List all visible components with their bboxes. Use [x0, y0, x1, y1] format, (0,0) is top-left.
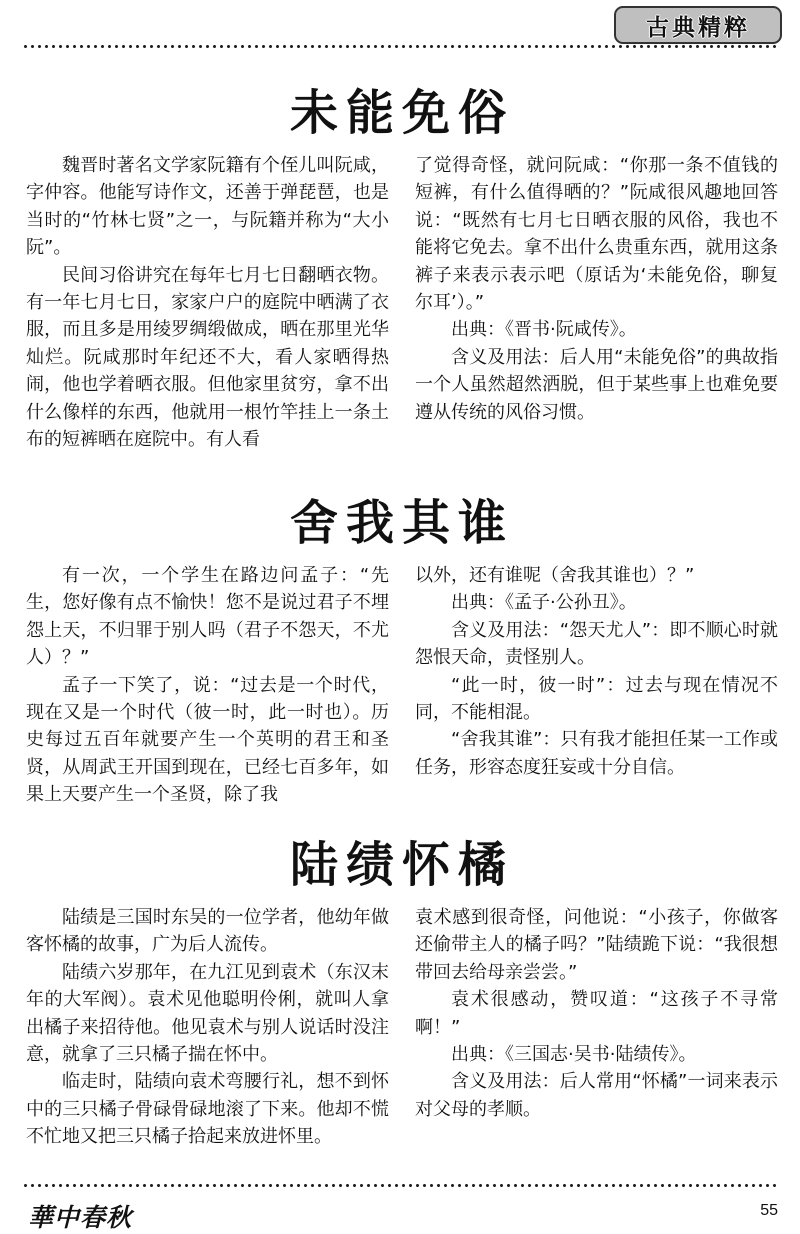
right-column [415, 152, 778, 453]
story-columns [26, 562, 778, 809]
usage-note: 含义及用法：“怨天尤人”：即不顺心时就怨恨天命，责怪别人。 [415, 619, 778, 669]
section-badge [614, 6, 782, 44]
paragraph: 袁术感到很奇怪，问他说：“小孩子，你做客还偷带主人的橘子吗？”陆绩跪下说：“我很想带回去给母亲尝尝。” [415, 907, 778, 983]
paragraph: 陆绩是三国时东吴的一位学者，他幼年做客怀橘的故事，广为后人流传。 [26, 907, 389, 956]
story-title: 陆绩怀橘 [289, 837, 514, 893]
paragraph: 了觉得奇怪，就问阮咸：“你那一条不值钱的短裤，有什么值得晒的？”阮咸很风趣地回答说：“既然有七月七日晒衣服的风俗，我也不能将它免去。拿不出什么贵重东西，就用这条裤子来表示表示吧（原话为‘未能免俗，聊复尔耳’）。” [415, 155, 778, 314]
bottom-dotted-rule [22, 1183, 780, 1188]
usage-note: “舍我其谁”：只有我才能担任某一工作或任务，形容态度狂妄或十分自信。 [415, 729, 778, 778]
paragraph: 孟子一下笑了，说：“过去是一个时代，现在又是一个时代（彼一时，此一时也）。历史每过五百年就要产生一个英明的君王和圣贤，从周武王开国到现在，已经七百多年，如果上天要产生一个圣贤，除了我 [26, 674, 389, 806]
story-columns [26, 904, 778, 1151]
story-wei-neng-mian-su [26, 78, 778, 453]
left-column [26, 904, 389, 1151]
usage-note: 含义及用法：后人常用“怀橘”一词来表示对父母的孝顺。 [415, 1071, 778, 1120]
right-column [415, 904, 778, 1151]
usage-note: 含义及用法：后人用“未能免俗”的典故指一个人虽然超然洒脱，但于某些事上也难免要遵从传统的风俗习惯。 [415, 346, 778, 423]
usage-note: “此一时，彼一时”：过去与现在情况不同，不能相混。 [415, 674, 778, 724]
right-column [415, 562, 778, 809]
paragraph: 魏晋时著名文学家阮籍有个侄儿叫阮咸，字仲容。他能写诗作文，还善于弹琵琶，也是当时的“竹林七贤”之一，与阮籍并称为“大小阮”。 [26, 155, 389, 259]
left-column [26, 562, 389, 809]
page-number: 55 [760, 1202, 778, 1219]
top-dotted-rule [22, 44, 780, 49]
paragraph: 民间习俗讲究在每年七月七日翻晒衣物。有一年七月七日，家家户户的庭院中晒满了衣服，而且多是用绫罗绸缎做成，晒在那里光华灿烂。阮咸那时年纪还不大，看人家晒得热闹，他也学着晒衣服。但他家里贫穷，拿不出什么像样的东西，他就用一根竹竿挂上一条土布的短裤晒在庭院中。有人看 [26, 264, 389, 451]
story-lu-ji-huai-ju [26, 830, 778, 1151]
paragraph: 临走时，陆绩向袁术弯腰行礼，想不到怀中的三只橘子骨碌骨碌地滚了下来。他却不慌不忙地又把三只橘子拾起来放进怀里。 [26, 1071, 389, 1148]
section-label: 古典精粹 [646, 14, 750, 41]
paragraph: 有一次，一个学生在路边问孟子：“先生，您好像有点不愉快！您不是说过君子不埋怨上天，不归罪于别人吗（君子不怨天，不尤人）？” [26, 565, 389, 669]
paragraph: 以外，还有谁呢（舍我其谁也）？” [415, 565, 695, 586]
story-columns [26, 152, 778, 453]
paragraph: 陆绩六岁那年，在九江见到袁术（东汉末年的大军阀）。袁术见他聪明伶俐，就叫人拿出橘子来招待他。他见袁术与别人说话时没注意，就拿了三只橘子揣在怀中。 [26, 961, 389, 1066]
source-note: 出典：《晋书·阮咸传》。 [451, 319, 637, 341]
source-note: 出典：《三国志·吴书·陆绩传》。 [451, 1044, 697, 1066]
story-she-wo-qi-shui [26, 488, 778, 809]
story-title: 未能免俗 [289, 85, 514, 141]
magazine-logo: 華中春秋 [28, 1203, 133, 1232]
story-title: 舍我其谁 [289, 495, 514, 551]
paragraph: 袁术很感动，赞叹道：“这孩子不寻常啊！” [415, 989, 778, 1038]
left-column [26, 152, 389, 453]
source-note: 出典：《孟子·公孙丑》。 [451, 592, 637, 614]
